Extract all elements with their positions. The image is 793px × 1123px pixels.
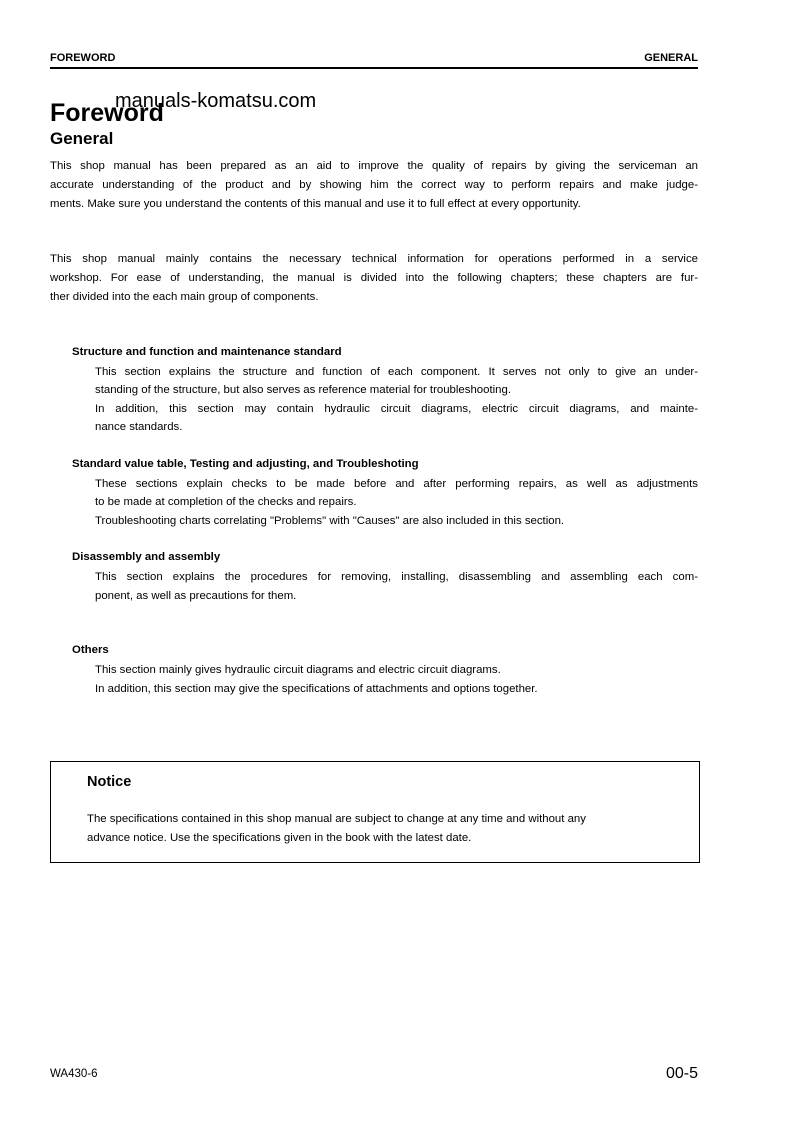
paragraph-line: ther divided into the each main group of components. xyxy=(50,291,319,303)
section-line: ponent, as well as precautions for them. xyxy=(95,590,297,602)
header-rule xyxy=(50,67,698,69)
section-line: standing of the structure, but also serves as reference material for troubleshooting. xyxy=(95,384,511,396)
notice-line: The specifications contained in this shop manual are subject to change at any time and without any xyxy=(87,813,586,825)
header-chapter: FOREWORD xyxy=(50,52,116,64)
page-number: 00-5 xyxy=(665,1065,698,1082)
page-subtitle: General xyxy=(50,129,114,148)
section-line: In addition, this section may give the specifications of attachments and options together. xyxy=(95,683,538,695)
section-line: This section explains the structure and function of each component. It serves not only to give an under- xyxy=(95,366,698,378)
watermark: manuals-komatsu.com xyxy=(115,90,317,112)
section-heading: Disassembly and assembly xyxy=(72,551,221,563)
section-line: These sections explain checks to be made before and after performing repairs, as well as adjustments xyxy=(95,478,698,490)
page-title: Foreword xyxy=(50,99,164,127)
section-line: Troubleshooting charts correlating "Problems" with "Causes" are also included in this section. xyxy=(95,515,565,527)
paragraph-line: ments. Make sure you understand the contents of this manual and use it to full effect at every opportunity. xyxy=(50,198,581,210)
notice-line: advance notice. Use the specifications given in the book with the latest date. xyxy=(87,832,472,844)
section-heading: Structure and function and maintenance standard xyxy=(72,346,342,358)
section-heading: Others xyxy=(72,644,109,656)
section-line: to be made at completion of the checks and repairs. xyxy=(95,496,357,508)
header-section: GENERAL xyxy=(644,52,698,64)
section-line: This section explains the procedures for removing, installing, disassembling and assembling each com- xyxy=(95,571,698,583)
footer-model: WA430-6 xyxy=(50,1068,98,1080)
paragraph-line: workshop. For ease of understanding, the manual is divided into the following chapters; these chapters are fur- xyxy=(50,272,698,284)
section-heading: Standard value table, Testing and adjusting, and Troubleshoting xyxy=(72,458,419,470)
paragraph-line: This shop manual mainly contains the necessary technical information for operations performed in a service xyxy=(50,253,698,265)
section-line: This section mainly gives hydraulic circuit diagrams and electric circuit diagrams. xyxy=(95,664,501,676)
section-line: nance standards. xyxy=(95,421,183,433)
paragraph-line: accurate understanding of the product and by showing him the correct way to perform repairs and make judge- xyxy=(50,179,698,191)
paragraph-line: This shop manual has been prepared as an aid to improve the quality of repairs by giving the serviceman an xyxy=(50,160,698,172)
section-line: In addition, this section may contain hydraulic circuit diagrams, electric circuit diagrams, and mainte- xyxy=(95,403,698,415)
notice-title: Notice xyxy=(87,774,132,790)
